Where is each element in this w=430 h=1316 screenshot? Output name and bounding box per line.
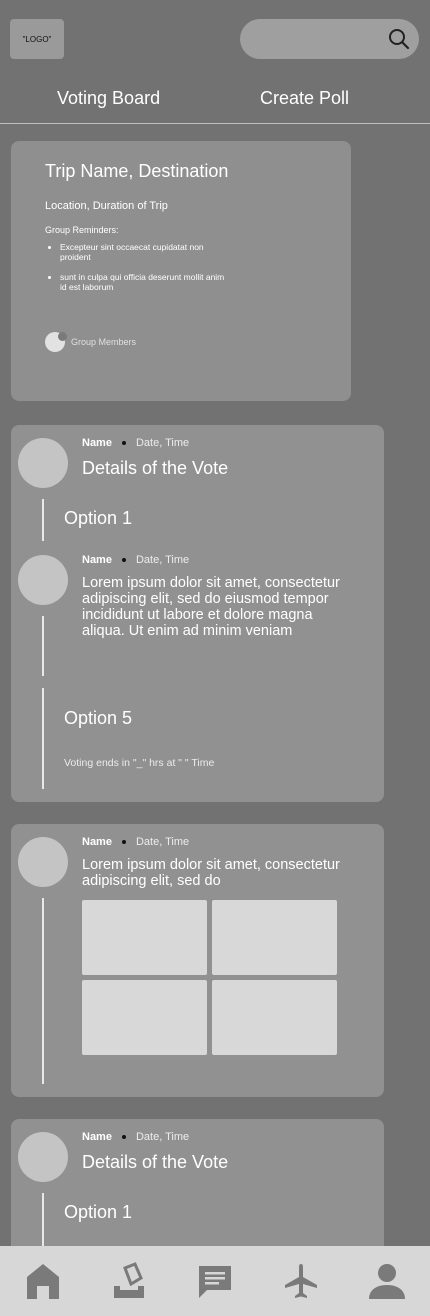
bottom-nav xyxy=(0,1246,430,1316)
post-meta xyxy=(82,554,189,566)
reply-text: Lorem ipsum dolor sit amet, consectetur adipiscing elit, sed do eiusmod tempor incididunt ut labore et dolore magna aliqua. Ut enim ad minim veniam xyxy=(82,575,340,639)
thread-line xyxy=(42,1193,44,1253)
vote-details: Details of the Vote xyxy=(82,1152,229,1172)
image-placeholder[interactable] xyxy=(82,900,207,975)
avatar[interactable] xyxy=(18,555,68,605)
search-bar[interactable] xyxy=(240,19,419,59)
post-datetime: Date, Time xyxy=(135,437,190,449)
author-name: Name xyxy=(82,437,112,449)
home-icon[interactable] xyxy=(22,1260,65,1303)
avatar[interactable] xyxy=(18,1132,68,1182)
voting-ends-text: Voting ends in "_" hrs at " " Time xyxy=(64,757,215,769)
group-members-label: Group Members xyxy=(71,337,137,347)
tab-create-poll[interactable]: Create Poll xyxy=(260,88,350,108)
trip-location: Location, Duration of Trip xyxy=(45,200,168,212)
flight-icon[interactable] xyxy=(280,1260,323,1303)
nav-divider xyxy=(0,123,430,124)
vote-option[interactable]: Option 1 xyxy=(64,508,133,528)
author-name: Name xyxy=(82,1131,112,1143)
vote-option[interactable]: Option 5 xyxy=(64,708,133,728)
reminder-item: • Excepteur sint occaecat cupidatat non proident xyxy=(60,242,230,262)
member-avatar-icon xyxy=(45,332,65,352)
tab-voting-board[interactable]: Voting Board xyxy=(57,88,161,108)
thread-line xyxy=(42,688,44,789)
author-name: Name xyxy=(82,554,112,566)
logo[interactable]: "LOGO" xyxy=(10,19,64,59)
thread-line xyxy=(42,616,44,676)
image-placeholder[interactable] xyxy=(212,900,337,975)
vote-post[interactable] xyxy=(11,425,384,802)
post-meta xyxy=(82,836,189,848)
post-datetime: Date, Time xyxy=(135,554,190,566)
profile-icon[interactable] xyxy=(366,1260,409,1303)
vote-icon[interactable] xyxy=(108,1260,151,1303)
post-datetime: Date, Time xyxy=(135,836,190,848)
thread-line xyxy=(42,898,44,1084)
group-members[interactable] xyxy=(45,332,136,352)
vote-details: Details of the Vote xyxy=(82,458,229,478)
post-meta xyxy=(82,1131,189,1143)
vote-option[interactable]: Option 1 xyxy=(64,1202,133,1222)
reminder-item: • sunt in culpa qui officia deserunt mollit anim id est laborum xyxy=(60,272,230,292)
avatar[interactable] xyxy=(18,438,68,488)
trip-card[interactable] xyxy=(11,141,351,401)
image-placeholder[interactable] xyxy=(82,980,207,1055)
trip-title: Trip Name, Destination xyxy=(45,161,229,181)
group-reminders-label: Group Reminders: xyxy=(45,225,119,235)
post-datetime: Date, Time xyxy=(135,1131,190,1143)
author-name: Name xyxy=(82,836,112,848)
post-meta xyxy=(82,437,189,449)
post-text: Lorem ipsum dolor sit amet, consectetur adipiscing elit, sed do xyxy=(82,857,340,889)
avatar[interactable] xyxy=(18,837,68,887)
vote-post[interactable] xyxy=(11,1119,384,1259)
search-icon[interactable] xyxy=(388,28,410,50)
chat-icon[interactable] xyxy=(194,1260,237,1303)
photo-post[interactable] xyxy=(11,824,384,1097)
image-placeholder[interactable] xyxy=(212,980,337,1055)
thread-line xyxy=(42,499,44,541)
reminders-list xyxy=(45,242,230,302)
